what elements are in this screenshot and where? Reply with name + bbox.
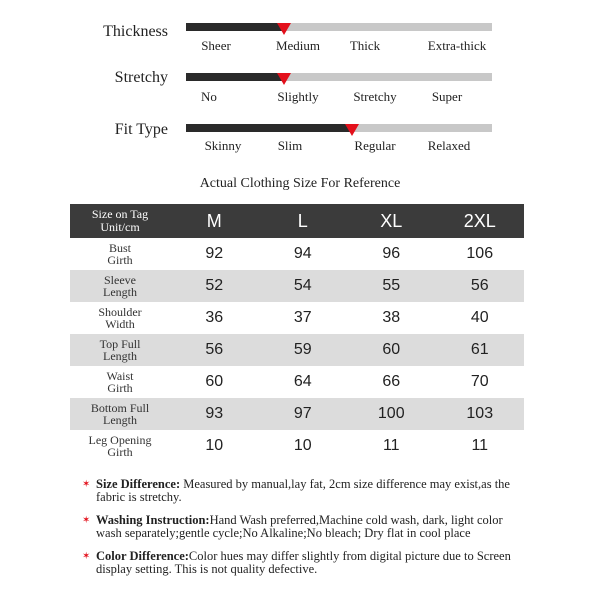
header-size: XL: [347, 204, 436, 238]
note-color-difference: [82, 550, 522, 576]
table-row: [70, 238, 524, 270]
notes-list: [82, 478, 522, 586]
scale-label: Stretchy: [114, 69, 168, 86]
stretchy-scale: [0, 68, 600, 118]
row-label: [70, 238, 170, 270]
fit-type-scale: [0, 120, 600, 170]
star-icon: ✶: [82, 515, 91, 526]
scale-option: Regular: [354, 138, 396, 153]
header-size: M: [170, 204, 259, 238]
star-icon: ✶: [82, 551, 91, 562]
size-chart-title: Actual Clothing Size For Reference: [199, 176, 401, 191]
table-cell: 93: [170, 398, 259, 430]
row-label: [70, 334, 170, 366]
scale-bar-fill: [186, 73, 284, 81]
row-label-line: Length: [103, 349, 137, 363]
scale-bar: [186, 23, 492, 31]
table-cell: 92: [205, 245, 224, 262]
table-cell: 11: [382, 437, 400, 454]
table-header-row: [70, 204, 524, 238]
table-cell: 70: [470, 373, 489, 390]
table-cell: 36: [205, 309, 224, 326]
scale-option: Slightly: [277, 89, 319, 104]
header-line: Unit/cm: [100, 220, 140, 234]
table-cell: 11: [471, 437, 489, 454]
triangle-marker-icon: [277, 73, 291, 85]
table-cell: 61: [436, 334, 525, 366]
scale-label: Thickness: [103, 23, 168, 40]
header-line: Size on Tag: [91, 207, 149, 221]
row-label-line: Bottom Full: [90, 401, 150, 415]
scale-bar: [186, 124, 492, 132]
table-cell: 54: [259, 270, 348, 302]
header-size: 2XL: [436, 204, 525, 238]
row-label: [70, 366, 170, 398]
table-cell: 97: [259, 398, 348, 430]
note-heading: Size Difference:: [96, 477, 181, 491]
scale-bar-fill: [186, 124, 352, 132]
scale-option: Extra-thick: [427, 38, 487, 53]
table-cell: 59: [259, 334, 348, 366]
table-cell: 64: [293, 373, 312, 390]
table-cell: 106: [466, 245, 494, 262]
row-label-line: Width: [105, 317, 135, 331]
note-size-difference: [82, 478, 522, 504]
note-heading: Washing Instruction:: [96, 513, 210, 527]
scale-option: Relaxed: [427, 138, 471, 153]
table-cell: 100: [347, 398, 436, 430]
table-cell: 60: [347, 334, 436, 366]
row-label-line: Waist: [106, 369, 134, 383]
row-label-line: Shoulder: [98, 305, 142, 319]
table-cell: 103: [436, 398, 525, 430]
note-washing-instruction: [82, 514, 522, 540]
table-cell: 56: [170, 334, 259, 366]
scale-option: Sheer: [201, 38, 231, 53]
row-label-line: Top Full: [99, 337, 141, 351]
row-label-line: Bust: [108, 241, 131, 255]
scale-bar: [186, 73, 492, 81]
thickness-scale: [0, 18, 600, 68]
table-row: [70, 398, 524, 430]
scale-option: Super: [431, 89, 463, 104]
table-cell: 10: [205, 437, 224, 454]
scale-option: Slim: [277, 138, 303, 153]
table-row: [70, 430, 524, 462]
scale-option: Skinny: [204, 138, 242, 153]
star-icon: ✶: [82, 479, 91, 490]
row-label-line: Sleeve: [104, 273, 136, 287]
table-cell: 94: [293, 245, 312, 262]
table-row: [70, 334, 524, 366]
triangle-marker-icon: [277, 23, 291, 35]
table-cell: 40: [470, 309, 489, 326]
table-cell: 10: [293, 437, 312, 454]
row-label-line: Girth: [107, 381, 133, 395]
table-cell: 66: [382, 373, 401, 390]
table-cell: 55: [347, 270, 436, 302]
note-text: Color hues may differ slightly from digital picture due to Screen display setting. This is not quality defective.: [96, 549, 511, 576]
scale-label: Fit Type: [114, 121, 168, 138]
note-text: Hand Wash preferred,Machine cold wash, dark, light color wash separately;gentle cycle;No Alkaline;No bleach; Dry flat in cool place: [96, 513, 503, 540]
row-label: [70, 430, 170, 462]
table-cell: 56: [436, 270, 525, 302]
note-text: Measured by manual,lay fat, 2cm size difference may exist,as the fabric is stretchy.: [96, 477, 510, 504]
triangle-marker-icon: [345, 124, 359, 136]
scale-option: Stretchy: [353, 89, 397, 104]
scale-option: No: [201, 89, 217, 104]
table-cell: 52: [170, 270, 259, 302]
row-label: [70, 302, 170, 334]
table-row: [70, 366, 524, 398]
row-label-line: Length: [103, 413, 137, 427]
header-size-on-tag: [70, 204, 170, 238]
note-heading: Color Difference:: [96, 549, 189, 563]
row-label-line: Length: [103, 285, 137, 299]
row-label: [70, 398, 170, 430]
row-label-line: Girth: [107, 253, 133, 267]
size-chart-table: [70, 204, 524, 462]
row-label-line: Girth: [107, 445, 133, 459]
scale-option: Thick: [349, 38, 381, 53]
scale-bar-fill: [186, 23, 284, 31]
table-cell: 38: [382, 309, 401, 326]
row-label-line: Leg Opening: [88, 433, 152, 447]
header-size: L: [259, 204, 348, 238]
table-cell: 37: [293, 309, 312, 326]
table-row: [70, 302, 524, 334]
row-label: [70, 270, 170, 302]
table-cell: 96: [382, 245, 401, 262]
table-row: [70, 270, 524, 302]
table-cell: 60: [205, 373, 224, 390]
scale-option: Medium: [275, 38, 321, 53]
